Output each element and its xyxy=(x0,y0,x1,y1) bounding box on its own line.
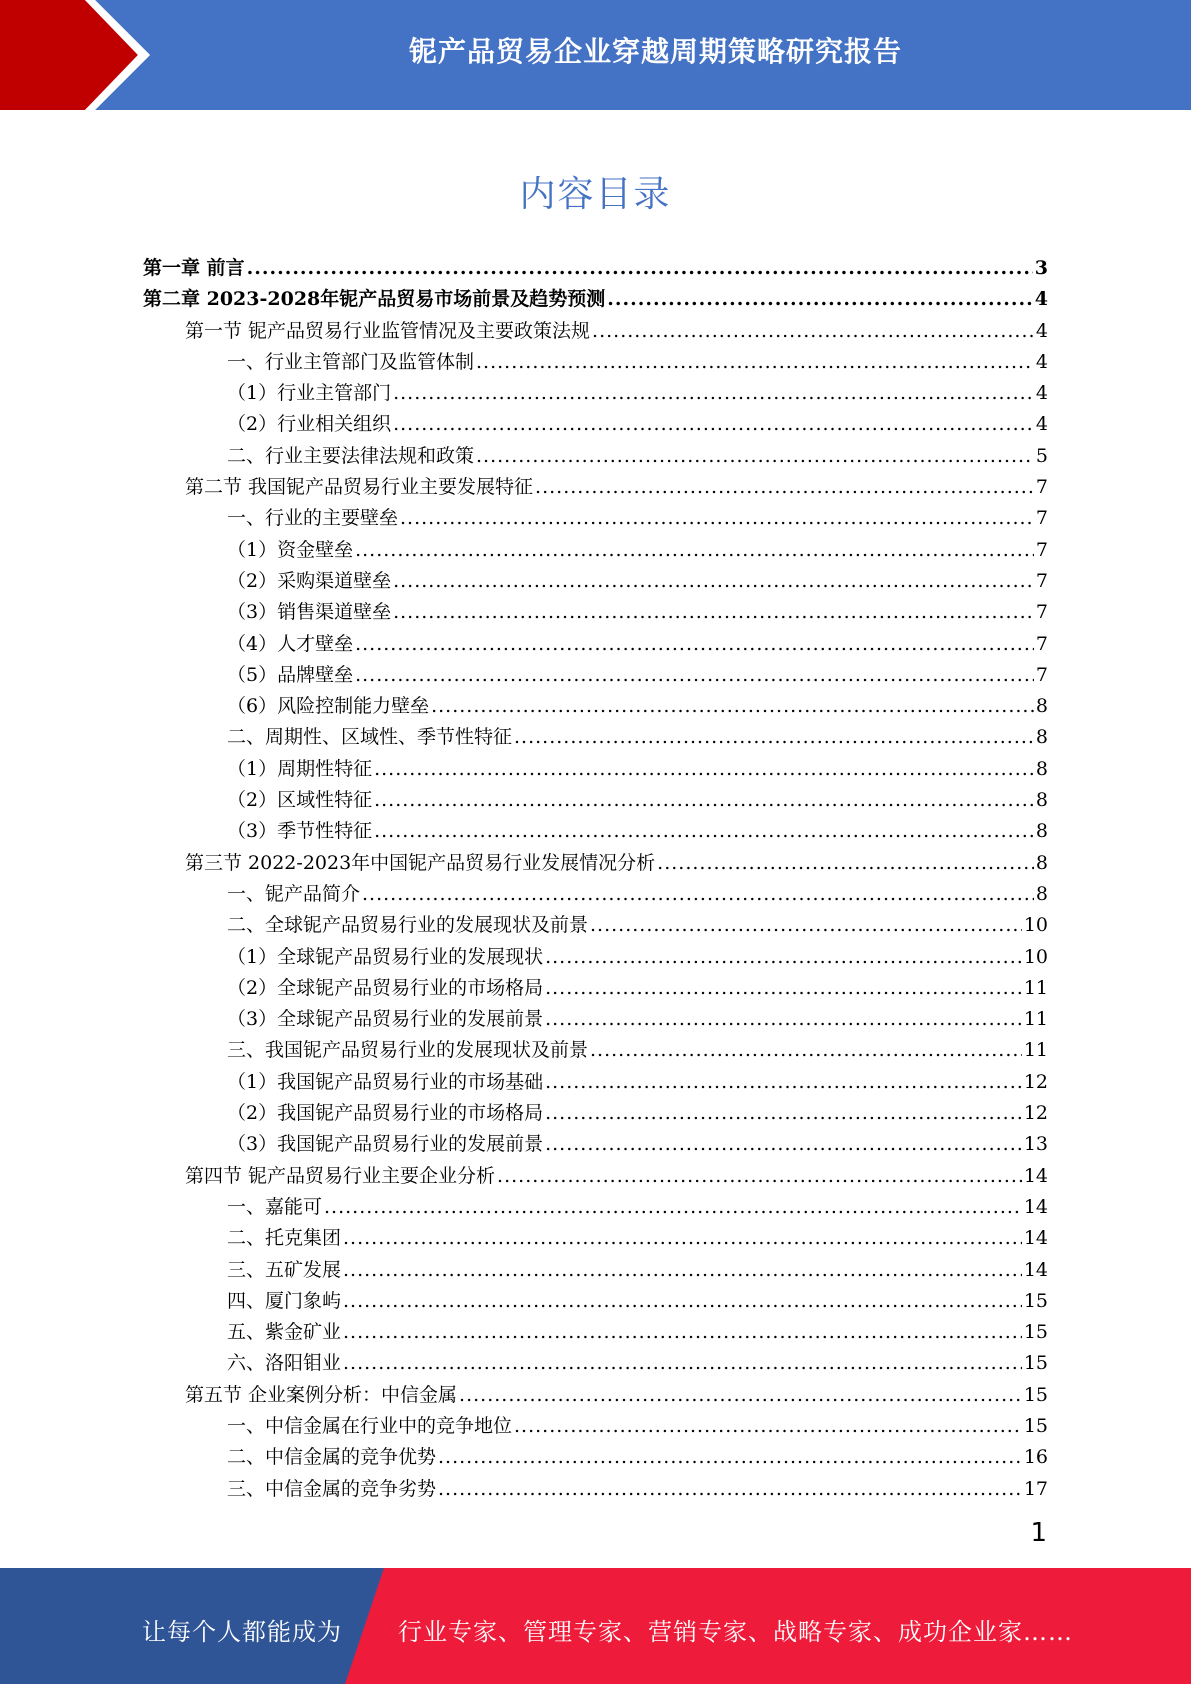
toc-entry-title: （6）风险控制能力壁垒 xyxy=(227,695,430,718)
toc-entry[interactable] xyxy=(143,378,1048,409)
toc-entry[interactable] xyxy=(143,754,1048,785)
toc-entry-page: 11 xyxy=(1023,976,1048,999)
footer-slogan-right: 行业专家、管理专家、营销专家、战略专家、成功企业家…… xyxy=(398,1618,1073,1646)
toc-entry-page: 3 xyxy=(1034,257,1048,279)
toc-entry-title: （3）我国铌产品贸易行业的发展前景 xyxy=(227,1133,544,1156)
toc-entry-title: 第一章 前言 xyxy=(143,257,245,279)
toc-entry-title: 第二节 我国铌产品贸易行业主要发展特征 xyxy=(185,476,534,499)
toc-leader-dots xyxy=(343,1317,1022,1348)
toc-leader-dots xyxy=(393,566,1034,597)
toc-leader-dots xyxy=(514,1411,1022,1442)
toc-entry[interactable] xyxy=(143,597,1048,628)
toc-entry-page: 7 xyxy=(1035,601,1048,624)
toc-entry[interactable] xyxy=(143,1129,1048,1160)
toc-entry-title: 二、行业主要法律法规和政策 xyxy=(227,444,475,467)
toc-entry[interactable] xyxy=(143,284,1048,315)
toc-leader-dots xyxy=(343,1286,1022,1317)
toc-entry[interactable] xyxy=(143,691,1048,722)
toc-entry[interactable] xyxy=(143,942,1048,973)
toc-entry[interactable] xyxy=(143,1442,1048,1473)
toc-entry-page: 4 xyxy=(1034,288,1048,311)
toc-leader-dots xyxy=(590,910,1022,941)
toc-entry-page: 12 xyxy=(1023,1070,1048,1093)
toc-entry-title: （2）行业相关组织 xyxy=(227,413,392,436)
toc-entry-page: 8 xyxy=(1035,726,1048,749)
toc-leader-dots xyxy=(545,1129,1022,1160)
toc-entry[interactable] xyxy=(143,1004,1048,1035)
toc-entry-page: 5 xyxy=(1035,444,1048,467)
page-number: 1 xyxy=(1030,1518,1047,1548)
toc-entry-title: 第二章 2023-2028年铌产品贸易市场前景及趋势预测 xyxy=(143,288,606,311)
toc-entry-title: （5）品牌壁垒 xyxy=(227,663,354,686)
toc-leader-dots xyxy=(545,942,1022,973)
toc-leader-dots xyxy=(355,660,1034,691)
toc-entry-title: 二、托克集团 xyxy=(227,1227,342,1250)
toc-entry-title: （4）人才壁垒 xyxy=(227,632,354,655)
report-title: 铌产品贸易企业穿越周期策略研究报告 xyxy=(408,35,902,68)
toc-entry-title: 三、我国铌产品贸易行业的发展现状及前景 xyxy=(227,1039,589,1062)
toc-entry-title: （3）销售渠道壁垒 xyxy=(227,601,392,624)
toc-entry-page: 7 xyxy=(1035,632,1048,655)
toc-leader-dots xyxy=(514,722,1034,753)
toc-entry[interactable] xyxy=(143,879,1048,910)
toc-leader-dots xyxy=(343,1223,1022,1254)
toc-entry[interactable] xyxy=(143,1035,1048,1066)
toc-entry-page: 7 xyxy=(1035,569,1048,592)
toc-leader-dots xyxy=(545,973,1022,1004)
toc-leader-dots xyxy=(374,785,1034,816)
toc-leader-dots xyxy=(374,754,1034,785)
toc-entry[interactable] xyxy=(143,1411,1048,1442)
toc-leader-dots xyxy=(497,1161,1022,1192)
toc-entry-title: （2）全球铌产品贸易行业的市场格局 xyxy=(227,976,544,999)
toc-leader-dots xyxy=(393,378,1034,409)
toc-leader-dots xyxy=(459,1380,1022,1411)
report-header-banner xyxy=(0,0,1191,110)
toc-leader-dots xyxy=(324,1192,1022,1223)
toc-entry-page: 7 xyxy=(1035,507,1048,530)
toc-entry-page: 16 xyxy=(1023,1446,1048,1469)
toc-entry-title: 六、洛阳钼业 xyxy=(227,1352,342,1375)
toc-entry-title: 二、周期性、区域性、季节性特征 xyxy=(227,726,513,749)
toc-entry-title: 一、中信金属在行业中的竞争地位 xyxy=(227,1414,513,1437)
toc-leader-dots xyxy=(590,1035,1022,1066)
toc-entry[interactable] xyxy=(143,973,1048,1004)
toc-entry[interactable] xyxy=(143,660,1048,691)
toc-leader-dots xyxy=(355,629,1034,660)
toc-leader-dots xyxy=(476,441,1034,472)
toc-entry[interactable] xyxy=(143,1223,1048,1254)
toc-entry[interactable] xyxy=(143,409,1048,440)
toc-entry-page: 7 xyxy=(1035,538,1048,561)
toc-entry[interactable] xyxy=(143,503,1048,534)
toc-entry-page: 10 xyxy=(1023,945,1048,968)
toc-entry-page: 4 xyxy=(1035,350,1048,373)
toc-entry[interactable] xyxy=(143,848,1048,879)
toc-entry[interactable] xyxy=(143,1067,1048,1098)
toc-leader-dots xyxy=(343,1255,1022,1286)
toc-entry-page: 15 xyxy=(1023,1383,1048,1406)
toc-entry[interactable] xyxy=(143,1348,1048,1379)
toc-entry-title: （1）周期性特征 xyxy=(227,757,373,780)
toc-entry[interactable] xyxy=(143,722,1048,753)
toc-entry-page: 8 xyxy=(1035,851,1048,874)
toc-entry[interactable] xyxy=(143,1380,1048,1411)
toc-leader-dots xyxy=(607,284,1033,315)
toc-entry-title: 第五节 企业案例分析：中信金属 xyxy=(185,1383,458,1406)
toc-entry-page: 11 xyxy=(1023,1008,1048,1031)
toc-entry-page: 17 xyxy=(1023,1477,1048,1500)
toc-leader-dots xyxy=(476,347,1034,378)
toc-entry-page: 11 xyxy=(1023,1039,1048,1062)
toc-entry-title: （1）资金壁垒 xyxy=(227,538,354,561)
toc-entry-title: 一、行业的主要壁垒 xyxy=(227,507,399,530)
toc-entry[interactable] xyxy=(143,472,1048,503)
toc-entry-title: （2）区域性特征 xyxy=(227,789,373,812)
toc-entry[interactable] xyxy=(143,1161,1048,1192)
toc-leader-dots xyxy=(431,691,1034,722)
footer-slogan-left: 让每个人都能成为 xyxy=(142,1618,342,1646)
toc-entry-title: 第一节 铌产品贸易行业监管情况及主要政策法规 xyxy=(185,319,591,342)
toc-entry-title: （1）行业主管部门 xyxy=(227,382,392,405)
toc-entry-title: （2）我国铌产品贸易行业的市场格局 xyxy=(227,1102,544,1125)
toc-entry-title: 四、厦门象屿 xyxy=(227,1289,342,1312)
toc-entry-page: 8 xyxy=(1035,882,1048,905)
toc-entry-page: 15 xyxy=(1023,1289,1048,1312)
toc-entry[interactable] xyxy=(143,1286,1048,1317)
toc-entry-title: 三、五矿发展 xyxy=(227,1258,342,1281)
toc-leader-dots xyxy=(247,253,1033,284)
toc-leader-dots xyxy=(400,503,1034,534)
toc-entry[interactable] xyxy=(143,1255,1048,1286)
toc-entry-page: 4 xyxy=(1035,413,1048,436)
toc-entry[interactable] xyxy=(143,347,1048,378)
toc-entry-title: （1）全球铌产品贸易行业的发展现状 xyxy=(227,945,544,968)
toc-entry-title: 一、行业主管部门及监管体制 xyxy=(227,350,475,373)
toc-entry[interactable] xyxy=(143,1474,1048,1505)
toc-entry[interactable] xyxy=(143,629,1048,660)
toc-entry-page: 15 xyxy=(1023,1414,1048,1437)
toc-leader-dots xyxy=(545,1004,1022,1035)
toc-entry-page: 14 xyxy=(1023,1195,1048,1218)
toc-leader-dots xyxy=(535,472,1034,503)
toc-entry-title: 二、中信金属的竞争优势 xyxy=(227,1446,437,1469)
toc-leader-dots xyxy=(657,848,1034,879)
toc-entry-title: 第三节 2022-2023年中国铌产品贸易行业发展情况分析 xyxy=(185,851,656,874)
toc-entry[interactable] xyxy=(143,566,1048,597)
toc-entry-page: 8 xyxy=(1035,789,1048,812)
toc-leader-dots xyxy=(343,1348,1022,1379)
toc-leader-dots xyxy=(393,597,1034,628)
toc-entry-title: 一、铌产品简介 xyxy=(227,882,361,905)
toc-entry-title: （3）季节性特征 xyxy=(227,820,373,843)
toc-heading: 内容目录 xyxy=(519,174,672,215)
toc-entry-title: （3）全球铌产品贸易行业的发展前景 xyxy=(227,1008,544,1031)
toc-entry[interactable] xyxy=(143,910,1048,941)
toc-leader-dots xyxy=(545,1098,1022,1129)
toc-entry-title: 二、全球铌产品贸易行业的发展现状及前景 xyxy=(227,914,589,937)
toc-entry[interactable] xyxy=(143,441,1048,472)
toc-entry-title: （1）我国铌产品贸易行业的市场基础 xyxy=(227,1070,544,1093)
toc-entry-page: 7 xyxy=(1035,476,1048,499)
toc-entry-page: 15 xyxy=(1023,1321,1048,1344)
toc-leader-dots xyxy=(374,816,1034,847)
toc-leader-dots xyxy=(362,879,1034,910)
toc-entry[interactable] xyxy=(143,785,1048,816)
toc-entry[interactable] xyxy=(143,1098,1048,1129)
toc-entry-page: 14 xyxy=(1023,1164,1048,1187)
toc-leader-dots xyxy=(592,316,1034,347)
toc-leader-dots xyxy=(355,535,1034,566)
toc-entry-title: 五、紫金矿业 xyxy=(227,1321,342,1344)
toc-entry-page: 4 xyxy=(1035,319,1048,342)
toc-entry-page: 8 xyxy=(1035,695,1048,718)
toc-entry[interactable] xyxy=(143,316,1048,347)
toc-entry[interactable] xyxy=(143,1317,1048,1348)
toc-entry-page: 8 xyxy=(1035,757,1048,780)
toc-entry-title: （2）采购渠道壁垒 xyxy=(227,569,392,592)
toc-entry-page: 12 xyxy=(1023,1102,1048,1125)
toc-entry-page: 14 xyxy=(1023,1227,1048,1250)
toc-leader-dots xyxy=(393,409,1034,440)
toc-entry-page: 7 xyxy=(1035,663,1048,686)
toc-entry-page: 10 xyxy=(1023,914,1048,937)
toc-entry-page: 14 xyxy=(1023,1258,1048,1281)
toc-entry[interactable] xyxy=(143,253,1048,284)
toc-entry[interactable] xyxy=(143,1192,1048,1223)
toc-entry-title: 三、中信金属的竞争劣势 xyxy=(227,1477,437,1500)
toc-leader-dots xyxy=(438,1442,1022,1473)
toc-entry[interactable] xyxy=(143,535,1048,566)
toc-entry-page: 15 xyxy=(1023,1352,1048,1375)
toc-leader-dots xyxy=(438,1474,1022,1505)
toc-entry-title: 一、嘉能可 xyxy=(227,1195,323,1218)
toc-entry[interactable] xyxy=(143,816,1048,847)
toc-entry-page: 13 xyxy=(1023,1133,1048,1156)
toc-entry-page: 4 xyxy=(1035,382,1048,405)
footer-banner xyxy=(0,1568,1191,1684)
toc-leader-dots xyxy=(545,1067,1022,1098)
toc-entry-title: 第四节 铌产品贸易行业主要企业分析 xyxy=(185,1164,496,1187)
table-of-contents xyxy=(143,253,1048,1505)
toc-entry-page: 8 xyxy=(1035,820,1048,843)
